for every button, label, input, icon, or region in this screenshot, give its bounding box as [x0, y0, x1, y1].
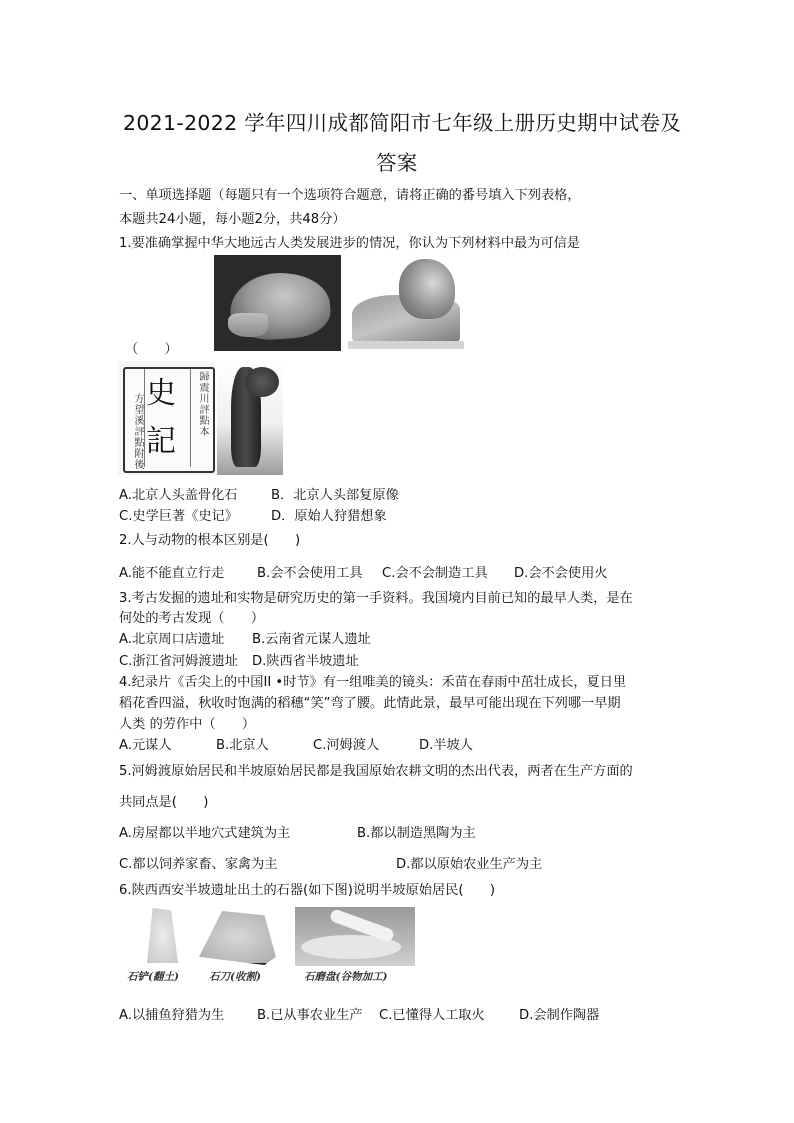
- jaw-shape: [228, 313, 268, 337]
- question-2-option-d[interactable]: D.会不会使用火: [514, 566, 608, 581]
- stone-knife-image: [199, 911, 276, 965]
- question-4-stem-line2: 稻花香四溢，秋收时饱满的稻穗“笑”弯了腰。此情此景，最早可能出现在下列哪一早期: [119, 696, 621, 711]
- bust-base-shape: [348, 341, 464, 349]
- stone-quern-image: [295, 907, 415, 966]
- question-3-option-a[interactable]: A.北京周口店遗址: [119, 632, 225, 647]
- question-1-option-a[interactable]: A.北京人头盖骨化石: [119, 488, 238, 503]
- section-heading-line2: 本题共24小题，每小题2分，共48分）: [119, 212, 346, 227]
- question-1-option-b[interactable]: B．北京人头部复原像: [271, 488, 399, 503]
- question-2-stem: 2.人与动物的根本区别是( ): [119, 533, 301, 548]
- question-1-option-c[interactable]: C.史学巨著《史记》: [119, 509, 238, 524]
- stone-spade-image: [147, 908, 178, 963]
- section-heading-line1: 一、单项选择题（每题只有一个选项符合题意，请将正确的番号填入下列表格，: [119, 188, 581, 203]
- stone-quern-caption: 石磨盘(谷物加工): [304, 971, 388, 983]
- question-4-stem-line1: 4.纪录片《舌尖上的中国II •时节》有一组唯美的镜头：禾苗在春雨中茁壮成长，夏日里: [119, 675, 627, 690]
- question-2-option-c[interactable]: C.会不会制造工具: [382, 566, 488, 581]
- question-3-stem-line1: 3.考古发掘的遗址和实物是研究历史的第一手资料。我国境内目前已知的最早人类，是在: [119, 591, 633, 606]
- question-4-option-a[interactable]: A.元谋人: [119, 738, 172, 753]
- shiji-book-image: [118, 361, 215, 475]
- question-2-option-a[interactable]: A.能不能直立行走: [119, 566, 225, 581]
- shiji-char-2: 記: [146, 424, 176, 459]
- question-4-option-d[interactable]: D.半坡人: [419, 738, 473, 753]
- question-3-option-b[interactable]: B.云南省元谋人遗址: [252, 632, 371, 647]
- shiji-side-text-left: 方望溪評點附後: [132, 393, 143, 470]
- bust-restoration-image: [344, 255, 466, 351]
- question-1-blank: （ ）: [125, 342, 178, 357]
- question-3-option-d[interactable]: D.陕西省半坡遗址: [252, 654, 359, 669]
- stone-knife-caption: 石刀(收割): [209, 971, 261, 983]
- document-title-line1: 2021-2022 学年四川成都简阳市七年级上册历史期中试卷及: [123, 111, 682, 135]
- bust-head-shape: [399, 259, 455, 319]
- question-5-option-d[interactable]: D.都以原始农业生产为主: [396, 857, 543, 872]
- question-5-option-a[interactable]: A.房屋都以半地穴式建筑为主: [119, 826, 291, 841]
- question-6-option-b[interactable]: B.已从事农业生产: [257, 1008, 363, 1023]
- shiji-side-text-right: 歸震川評點本: [197, 371, 208, 437]
- question-1-stem: 1.要准确掌握中华大地远古人类发展进步的情况，你认为下列材料中最为可信是: [119, 236, 580, 251]
- question-6-stem: 6.陕西西安半坡遗址出土的石器(如下图)说明半坡原始居民( ): [119, 883, 496, 898]
- question-4-stem-line3: 人类 的劳作中（ ）: [119, 717, 256, 732]
- question-5-stem-line1: 5.河姆渡原始居民和半坡原始居民都是我国原始农耕文明的杰出代表，两者在生产方面的: [119, 764, 633, 779]
- book-column-line: [190, 369, 191, 467]
- question-3-option-c[interactable]: C.浙江省河姆渡遗址: [119, 654, 238, 669]
- skull-fossil-image: [214, 255, 341, 351]
- question-4-option-b[interactable]: B.北京人: [216, 738, 269, 753]
- question-6-option-d[interactable]: D.会制作陶器: [519, 1008, 600, 1023]
- question-1-option-d[interactable]: D．原始人狩猎想象: [271, 509, 387, 524]
- question-3-stem-line2: 何处的考古发现（ ）: [119, 611, 265, 626]
- question-2-option-b[interactable]: B.会不会使用工具: [257, 566, 363, 581]
- question-5-option-b[interactable]: B.都以制造黑陶为主: [357, 826, 476, 841]
- document-title-line2: 答案: [376, 151, 418, 175]
- shiji-char-1: 史: [146, 376, 176, 411]
- stone-spade-caption: 石铲(翻土): [127, 971, 179, 983]
- question-6-option-a[interactable]: A.以捕鱼狩猎为生: [119, 1008, 225, 1023]
- hunter-prey: [245, 367, 279, 397]
- question-5-stem-line2: 共同点是( ): [119, 795, 209, 810]
- question-4-option-c[interactable]: C.河姆渡人: [313, 738, 380, 753]
- hunting-illustration-image: [217, 361, 283, 475]
- question-5-option-c[interactable]: C.都以饲养家畜、家禽为主: [119, 857, 278, 872]
- question-6-option-c[interactable]: C.已懂得人工取火: [379, 1008, 485, 1023]
